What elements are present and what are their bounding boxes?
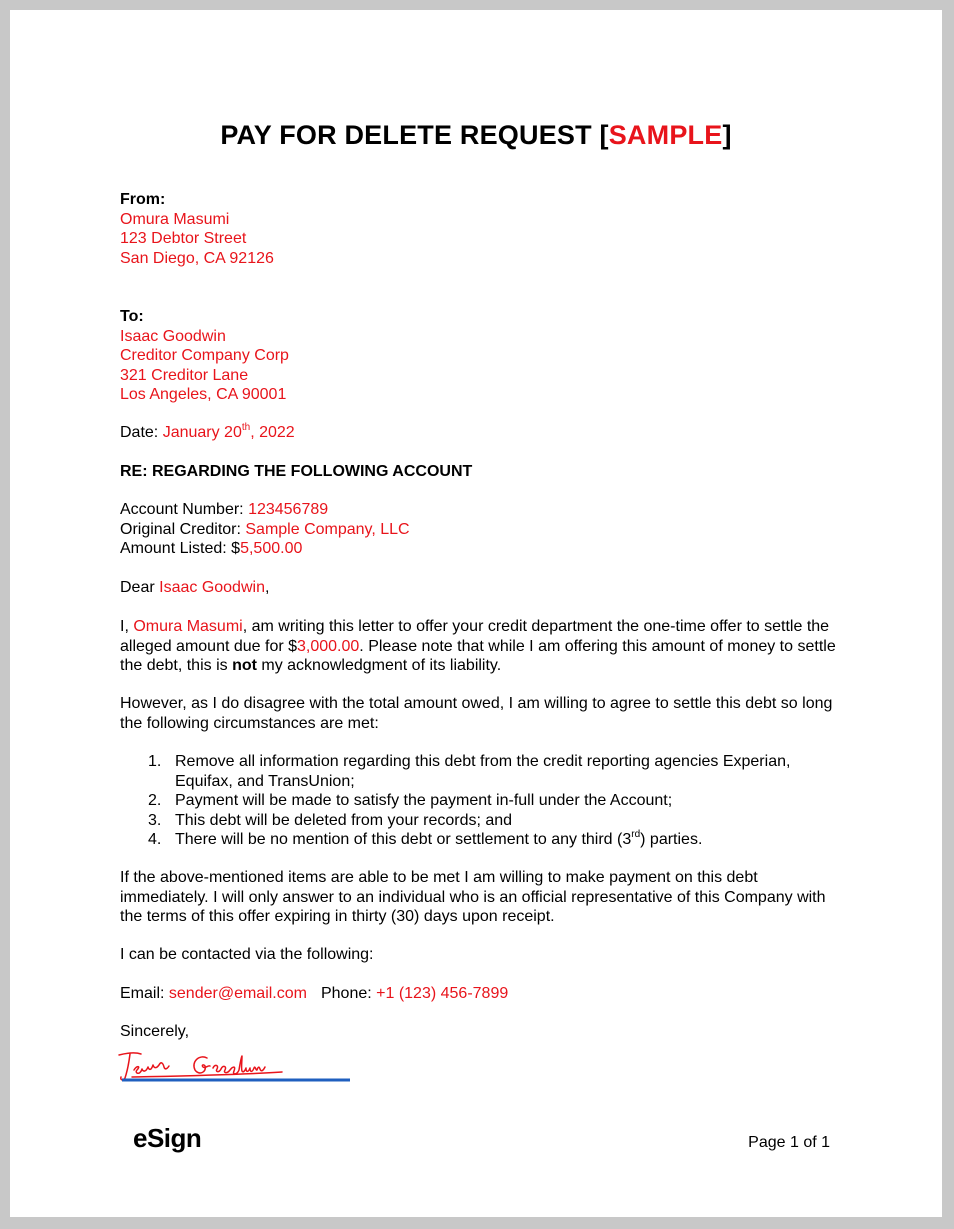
original-creditor[interactable]: Sample Company, LLC	[245, 520, 410, 538]
signature-field[interactable]	[117, 1050, 352, 1082]
list-item: 4. There will be no mention of this debt or settlement to any third (3rd) parties.	[148, 828, 703, 848]
paragraph-offer: I, Omura Masumi, am writing this letter to offer your credit department the one-time offer to settle the alleged amount due for $3,000.00. Please note that while I am offering this amount of money to settle the debt, this is not my acknowledgment of its liability.	[120, 618, 836, 674]
date-value[interactable]: January 20th, 2022	[162, 421, 295, 441]
sender-street[interactable]: 123 Debtor Street	[120, 230, 247, 247]
original-creditor-line: Original Creditor: Sample Company, LLC	[120, 520, 410, 538]
from-block	[120, 190, 840, 268]
recipient-city[interactable]: Los Angeles, CA 90001	[120, 386, 287, 403]
sender-phone[interactable]: +1 (123) 456-7899	[376, 985, 509, 1002]
paragraph-payment-terms: If the above-mentioned items are able to be met I am willing to make payment on this debt immediately. I will only answer to an individual who is an official representative of this Company with the terms of this offer expiring in thirty (30) days upon receipt.	[120, 869, 826, 925]
contact-line: Email: sender@email.com Phone: +1 (123) 456-7899	[120, 985, 509, 1002]
sender-name[interactable]: Omura Masumi	[120, 210, 230, 228]
amount-listed-line: Amount Listed: $5,500.00	[120, 540, 303, 557]
paragraph-contact-intro: I can be contacted via the following:	[120, 946, 374, 963]
paragraph-conditions-intro: However, as I do disagree with the total amount owed, I am willing to agree to settle this debt so long the following circumstances are met:	[120, 695, 833, 732]
to-block	[120, 307, 840, 405]
page-number: Page 1 of 1	[748, 1134, 830, 1151]
to-label: To:	[120, 308, 144, 325]
account-number-line: Account Number: 123456789	[120, 501, 329, 518]
re-heading: RE: REGARDING THE FOLLOWING ACCOUNT	[120, 463, 473, 480]
document-title: PAY FOR DELETE REQUEST [SAMPLE]	[220, 120, 732, 150]
list-item: 1. Remove all information regarding this debt from the credit reporting agencies Experian, Equifax, and TransUnion;	[148, 753, 791, 790]
sender-city[interactable]: San Diego, CA 92126	[120, 249, 274, 267]
amount-listed[interactable]: 5,500.00	[240, 540, 303, 557]
recipient-name[interactable]: Isaac Goodwin	[120, 327, 226, 345]
greeting-name[interactable]: Isaac Goodwin	[159, 579, 265, 596]
offer-amount[interactable]: 3,000.00	[297, 637, 360, 655]
list-item: 2. Payment will be made to satisfy the payment in-full under the Account;	[148, 792, 673, 809]
list-item: 3. This debt will be deleted from your records; and	[148, 811, 513, 829]
closing: Sincerely,	[120, 1023, 190, 1040]
esign-logo: eSign	[133, 1123, 202, 1153]
offer-sender-name[interactable]: Omura Masumi	[133, 618, 243, 635]
greeting: Dear Isaac Goodwin,	[120, 579, 270, 596]
account-block	[120, 500, 840, 559]
sample-tag: SAMPLE	[608, 120, 723, 150]
recipient-company[interactable]: Creditor Company Corp	[120, 347, 289, 364]
sender-email[interactable]: sender@email.com	[168, 985, 307, 1002]
document-page	[10, 10, 942, 1217]
conditions-list	[120, 752, 840, 850]
from-label: From:	[120, 191, 166, 208]
recipient-street[interactable]: 321 Creditor Lane	[120, 366, 249, 384]
signature-image	[117, 1050, 352, 1082]
date-line: Date: January 20th, 2022	[120, 421, 295, 441]
account-number[interactable]: 123456789	[248, 501, 329, 518]
